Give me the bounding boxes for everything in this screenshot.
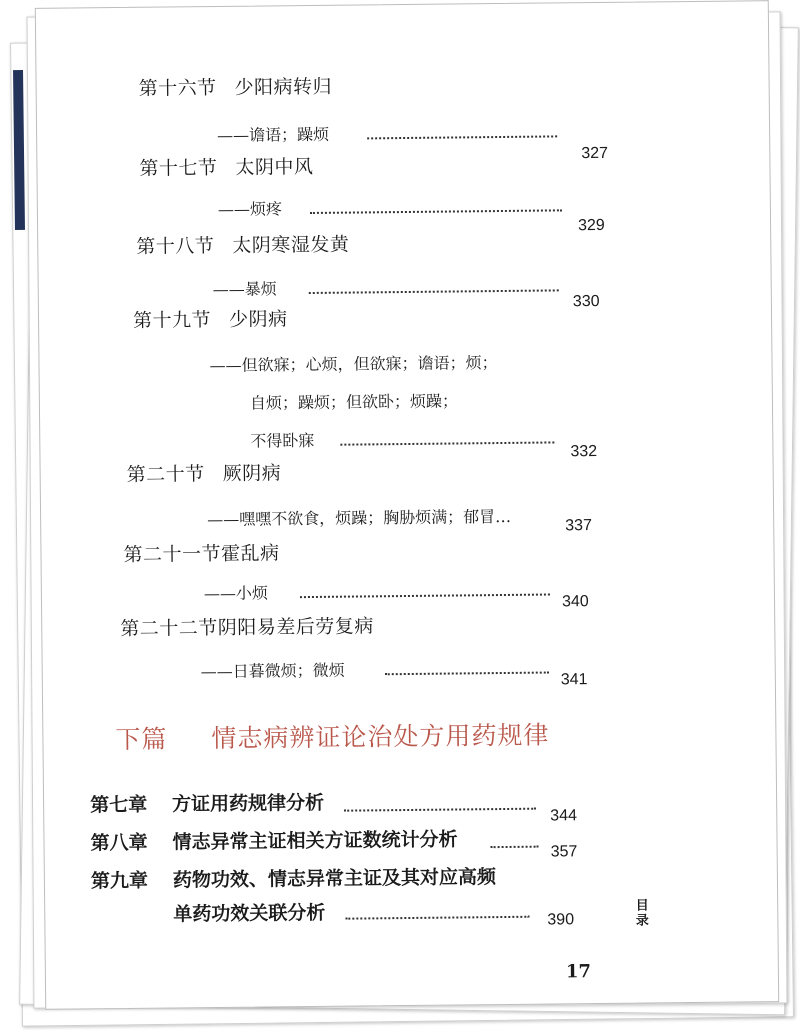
- part-label: 下篇: [115, 724, 168, 755]
- section-title: 少阳病转归: [234, 75, 333, 99]
- section-heading: [139, 152, 313, 181]
- section-heading: [127, 458, 282, 487]
- leader-dots: [310, 209, 562, 214]
- chapter-number: 第九章: [90, 869, 149, 893]
- section-number: 第十九节: [132, 309, 212, 332]
- chapter-title-continued: 单药功效关联分析: [173, 901, 326, 926]
- section-subline: ——日暮微烦；微烦: [200, 660, 345, 682]
- section-title: 厥阴病: [222, 462, 282, 485]
- book-spine-edge: [13, 70, 25, 230]
- leader-dots: [340, 441, 554, 445]
- section-heading: [136, 230, 349, 259]
- chapter-number: 第八章: [90, 831, 148, 855]
- page-number: 327: [581, 144, 609, 163]
- section-title: 少阴病: [228, 308, 288, 331]
- section-subline: ——小烦: [203, 583, 269, 604]
- leader-dots: [345, 916, 529, 920]
- section-subline: 不得卧寐: [250, 430, 315, 451]
- chapter-heading: [90, 824, 457, 855]
- chapter-number: 第七章: [90, 793, 148, 817]
- section-subline: ——谵语；躁烦: [217, 124, 330, 145]
- section-subline: ——但欲寐；心烦，但欲寐；谵语；烦；: [209, 353, 498, 376]
- leader-dots: [309, 289, 559, 294]
- section-title: 太阴寒湿发黄: [232, 233, 350, 257]
- section-number: 第十八节: [136, 235, 215, 258]
- page-number: 337: [565, 517, 593, 535]
- section-subline: 自烦；躁烦；但欲卧；烦躁；: [249, 391, 459, 413]
- section-number: 第二十一节: [123, 542, 222, 566]
- section-number: 第十七节: [139, 156, 218, 180]
- page-number: 340: [561, 593, 589, 611]
- page-number: 390: [547, 911, 575, 929]
- page-number: 332: [570, 443, 598, 461]
- part-title: 情志病辨证论治处方用药规律: [211, 720, 550, 754]
- section-heading: [133, 304, 288, 333]
- chapter-title: 情志异常主证相关方证数统计分析: [172, 828, 458, 854]
- page-number: 341: [560, 671, 588, 689]
- chapter-heading: [91, 862, 496, 893]
- section-title: 太阴中风: [235, 155, 314, 179]
- section-heading: [123, 538, 279, 567]
- part-heading: [115, 716, 549, 757]
- chapter-title: 方证用药规律分析: [172, 791, 325, 816]
- section-heading: [120, 611, 374, 641]
- section-heading: [138, 72, 332, 101]
- section-number: 第二十节: [126, 463, 205, 486]
- section-subline: ——暴烦: [212, 279, 277, 300]
- folio-page-number: 17: [565, 961, 592, 983]
- toc-page: [35, 0, 779, 1010]
- chapter-title: 药物功效、情志异常主证及其对应高频: [172, 866, 497, 892]
- leader-dots: [491, 846, 539, 849]
- leader-dots: [367, 135, 557, 139]
- side-label: 目录: [635, 898, 649, 929]
- section-subline: ——烦疼: [217, 199, 283, 219]
- leader-dots: [344, 808, 536, 812]
- section-title: 霍乱病: [220, 542, 280, 565]
- page-number: 329: [577, 216, 605, 235]
- chapter-heading: [90, 788, 324, 817]
- page-number: 330: [572, 292, 600, 311]
- section-subline: ——嘿嘿不欲食，烦躁；胸胁烦满；郁冒…: [207, 506, 512, 530]
- leader-dots: [385, 672, 549, 676]
- section-number: 第十六节: [138, 76, 217, 100]
- leader-dots: [300, 594, 550, 599]
- section-number: 第二十二节: [120, 616, 218, 641]
- page-number: 344: [550, 807, 578, 825]
- section-title: 阴阳易差后劳复病: [217, 615, 374, 639]
- page-number: 357: [550, 843, 578, 861]
